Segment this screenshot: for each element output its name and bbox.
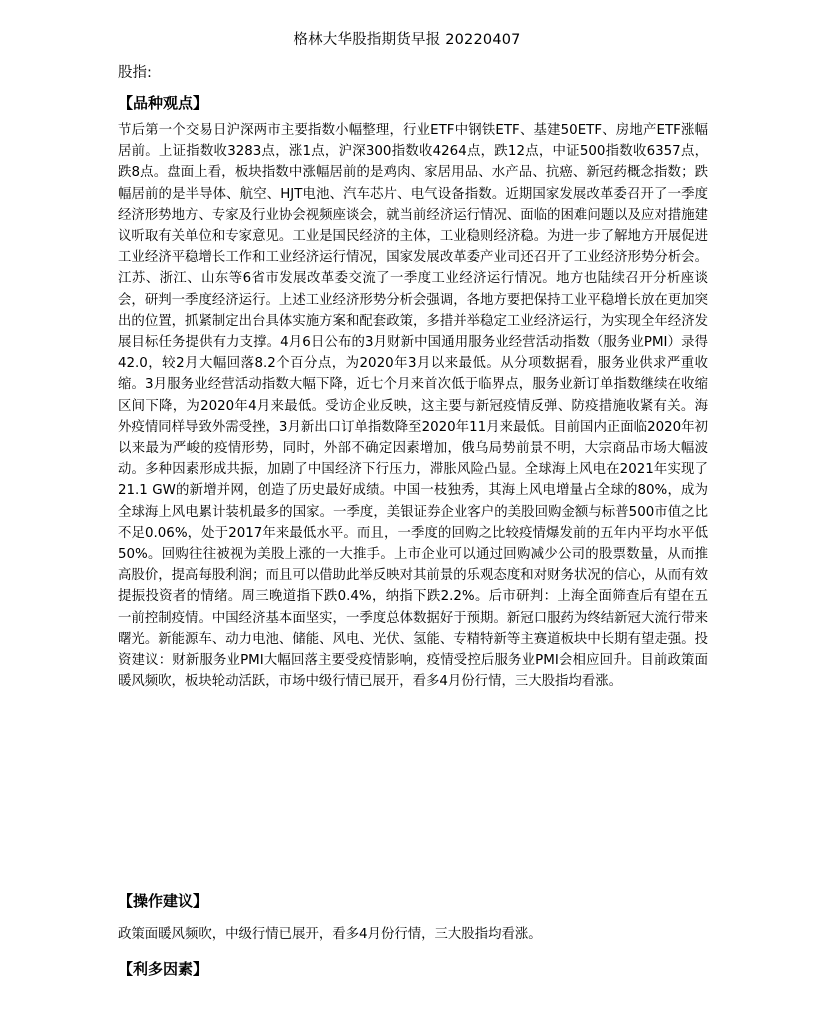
section-body-advice: 政策面暖风频吹，中级行情已展开，看多4月份行情，三大股指均看涨。 bbox=[118, 927, 542, 942]
section-heading-views: 【品种观点】 bbox=[118, 94, 209, 112]
section-heading-bullish-factors: 【利多因素】 bbox=[118, 960, 209, 978]
section-body-views: 节后第一个交易日沪深两市主要指数小幅整理，行业ETF中钢铁ETF、基建50ETF、房地产ETF涨幅居前。上证指数收3283点，涨1点，沪深300指数收4264点，跌12点，中证500指数收6357点，跌8点。盘面上看，板块指数中涨幅居前的是鸡肉、家居用品、水产品、抗癌、新冠药概念指数；跌幅居前的是半导体、航空、HJT电池、汽车芯片、电气设备指数。近期国家发展改革委召开了一季度经济形势地方、专家及行业协会视频座谈会，就当前经济运行情况、面临的困难问题以及应对措施建议听取有关单位和专家意见。工业是国民经济的主体，工业稳则经济稳。为进一步了解地方开展促进工业经济平稳增长工作和工业经济运行情况，国家发展改革委产业司还召开了工业经济形势分析会。江苏、浙江、山东等6省市发展改革委交流了一季度工业经济运行情况。地方也陆续召开分析座谈会，研判一季度经济运行。上述工业经济形势分析会强调，各地方要把保持工业平稳增长放在更加突出的位置，抓紧制定出台具体实施方案和配套政策，多措并举稳定工业经济运行，为实现全年经济发展目标任务提供有力支撑。4月6日公布的3月财新中国通用服务业经营活动指数（服务业PMI）录得42.0，较2月大幅回落8.2个百分点，为2020年3月以来最低。从分项数据看，服务业供求严重收缩。3月服务业经营活动指数大幅下降，近七个月来首次低于临界点，服务业新订单指数继续在收缩区间下降，为2020年4月来最低。受访企业反映，这主要与新冠疫情反弹、防疫措施收紧有关。海外疫情同样导致外需受挫，3月新出口订单指数降至2020年11月来最低。目前国内正面临2020年初以来最为严峻的疫情形势，同时，外部不确定因素增加，俄乌局势前景不明，大宗商品市场大幅波动。多种因素形成共振，加剧了中国经济下行压力，滞胀风险凸显。全球海上风电在2021年实现了21.1 GW的新增并网，创造了历史最好成绩。中国一枝独秀，其海上风电增量占全球的80%，成为全球海上风电累计装机最多的国家。一季度，美银证券企业客户的美股回购金额与标普500市值之比不足0.06%，处于2017年来最低水平。而且，一季度的回购之比较疫情爆发前的五年内平均水平低50%。回购往往被视为美股上涨的一大推手。上市企业可以通过回购减少公司的股票数量，从而推高股价，提高每股利润；而且可以借助此举反映对其前景的乐观态度和对财务状况的信心，从而有效提振投资者的情绪。周三晚道指下跌0.4%，纳指下跌2.2%。后市研判：上海全面筛查后有望在五一前控制疫情。中国经济基本面坚实，一季度总体数据好于预期。新冠口服药为终结新冠大流行带来曙光。新能源车、动力电池、储能、风电、光伏、氢能、专精特新等主赛道板块中长期有望走强。投资建议：财新服务业PMI大幅回落主要受疫情影响，疫情受控后服务业PMI会相应回升。目前政策面暖风频吹，板块轮动活跃，市场中级行情已展开，看多4月份行情，三大股指均看涨。 bbox=[118, 123, 708, 690]
stock-index-label: 股指: bbox=[118, 65, 152, 81]
section-heading-advice: 【操作建议】 bbox=[118, 892, 209, 910]
document-title: 格林大华股指期货早报 20220407 bbox=[293, 32, 521, 48]
